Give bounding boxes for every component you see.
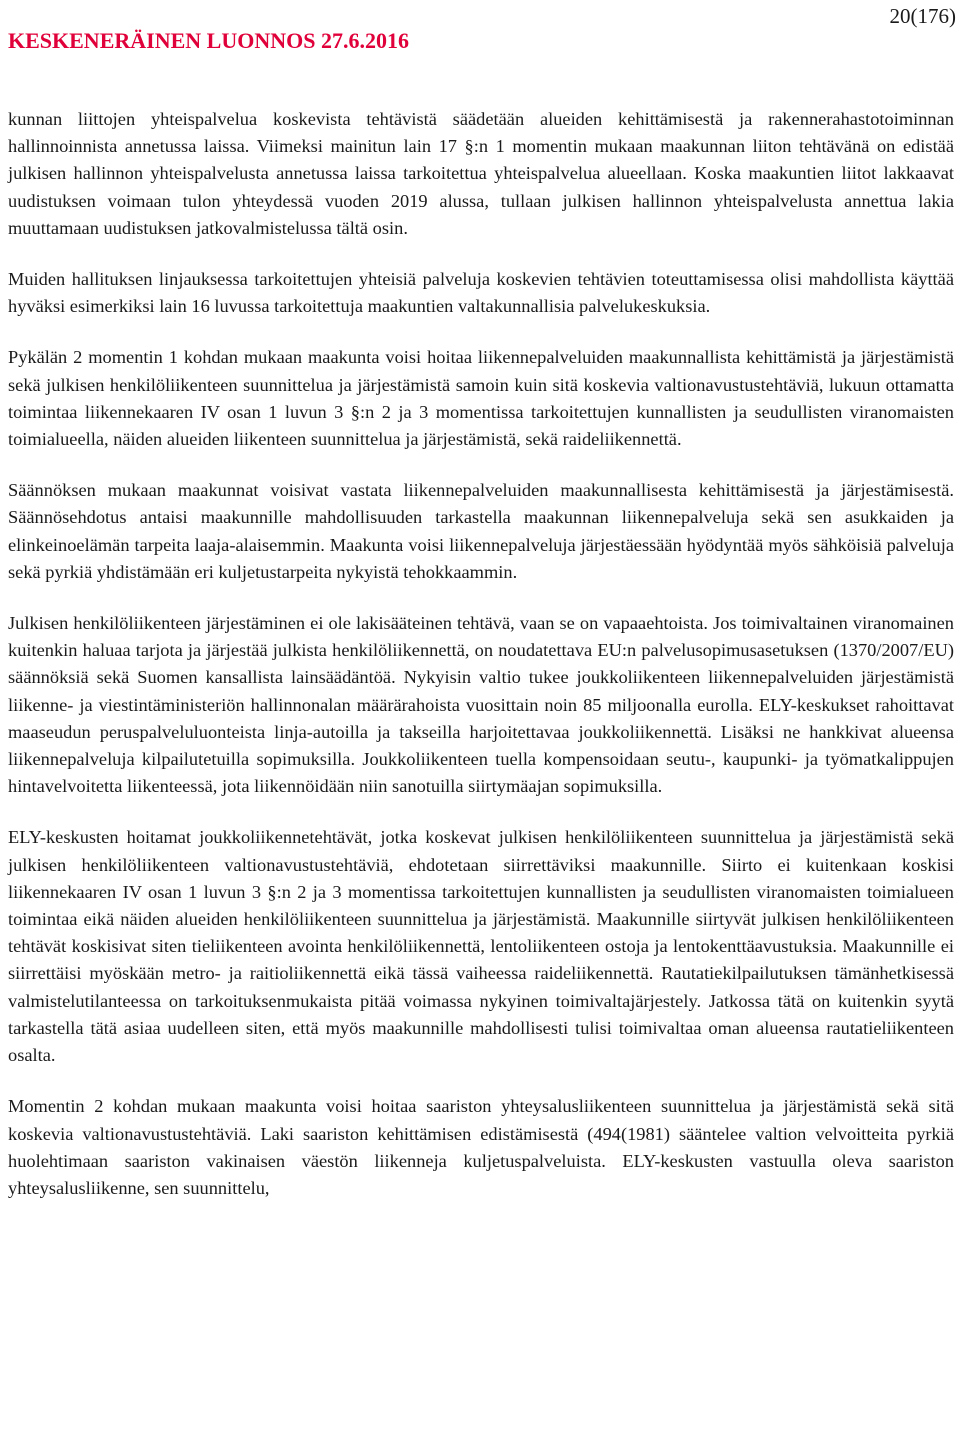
page-header — [0, 0, 960, 70]
paragraph: kunnan liittojen yhteispalvelua koskevista tehtävistä säädetään alueiden kehittämisestä ja rakennerahastotoiminnan hallinnoinnista annetussa laissa. Viimeksi mainitun lain 17 §:n 1 momentin mukaan maakunnan liiton tehtävänä on edistää julkisen hallinnon yhteispalvelusta annetussa laissa tarkoitettua yhteispalvelua alueellaan. Koska maakuntien liitot lakkaavat uudistuksen voimaan tulon yhteydessä vuoden 2019 alussa, tullaan julkisen hallinnon yhteispalvelusta annettua lakia muuttamaan uudistuksen jatkovalmistelussa tältä osin. — [8, 109, 954, 238]
draft-watermark-label: KESKENERÄINEN LUONNOS 27.6.2016 — [8, 28, 409, 53]
document-body — [8, 106, 954, 1202]
paragraph: Säännöksen mukaan maakunnat voisivat vastata liikennepalveluiden maakunnallisesta kehittämisestä ja järjestämisestä. Säännösehdotus antaisi maakunnille mahdollisuuden tarkastella maakunnan liikennepalveluja sekä sen asukkaiden ja elinkeinoelämän tarpeita laaja-alaisemmin. Maakunta voisi liikennepalveluja järjestäessään hyödyntää myös sähköisiä palveluja sekä pyrkiä yhdistämään eri kuljetustarpeita nykyistä tehokkaammin. — [8, 480, 954, 582]
paragraph: Julkisen henkilöliikenteen järjestäminen ei ole lakisääteinen tehtävä, vaan se on vapaaehtoista. Jos toimivaltainen viranomainen kuitenkin haluaa tarjota ja järjestää julkista henkilöliikennettä, on noudatettava EU:n palvelusopimusasetuksen (1370/2007/EU) säännöksiä sekä Suomen kansallista lainsäädäntöä. Nykyisin valtio tukee joukkoliikenteen liikennepalveluiden järjestämistä liikenne- ja viestintäministeriön hallinnonalan määrärahoista vuosittain noin 85 miljoonalla eurolla. ELY-keskukset rahoittavat maaseudun peruspalveluluonteista linja-autoilla ja takseilla harjoitettavaa joukkoliikennettä. Lisäksi ne hankkivat alueensa liikennepalveluja kilpailutetuilla sopimuksilla. Joukkoliikenteen tuella kompensoidaan seutu-, kaupunki- ja työmatkalippujen hintavelvoitetta liikenteessä, jota liikennöidään niin sanotuilla siirtymäajan sopimuksilla. — [8, 613, 954, 797]
paragraph: Momentin 2 kohdan mukaan maakunta voisi hoitaa saariston yhteysalusliikenteen suunnittelua ja järjestämistä sekä sitä koskevia valtionavustustehtäviä. Laki saariston kehittämisen edistämisestä (494(1981) sääntelee valtion velvoitteita pyrkiä huolehtimaan saariston vakinaisen väestön liikenneja kuljetuspalveluista. ELY-keskusten vastuulla oleva saariston yhteysalusliikenne, sen suunnittelu, — [8, 1096, 954, 1198]
page-number: 20(176) — [889, 4, 956, 28]
paragraph: Pykälän 2 momentin 1 kohdan mukaan maakunta voisi hoitaa liikennepalveluiden maakunnallista kehittämistä ja järjestämistä sekä julkisen henkilöliikenteen suunnittelua ja järjestämistä samoin kuin sitä koskevia valtionavustustehtäviä, lukuun ottamatta toimintaa liikennekaaren IV osan 1 luvun 3 §:n 2 ja 3 momentissa tarkoitettujen kunnallisten ja seudullisten viranomaisten toimialueella, näiden alueiden liikenteen suunnittelua ja järjestämistä, sekä raideliikennettä. — [8, 347, 954, 450]
paragraph: Muiden hallituksen linjauksessa tarkoitettujen yhteisiä palveluja koskevien tehtävien toteuttamisessa olisi mahdollista käyttää hyväksi esimerkiksi lain 16 luvussa tarkoitettuja maakuntien valtakunnallisia palvelukeskuksia. — [8, 269, 954, 317]
paragraph: ELY-keskusten hoitamat joukkoliikennetehtävät, jotka koskevat julkisen henkilöliikenteen suunnittelua ja järjestämistä sekä julkisen henkilöliikenteen valtionavustustehtäviä, ehdotetaan siirrettäviksi maakunnille. Siirto ei kuitenkaan koskisi liikennekaaren IV osan 1 luvun 3 §:n 2 ja 3 momentissa tarkoitettujen kunnallisten ja seudullisten viranomaisten toimialueen toimintaa eikä näiden alueiden henkilöliikenteen suunnittelua ja järjestämistä. Maakunnille siirtyvät julkisen henkilöliikenteen tehtävät koskisivat siten tieliikenteen avointa henkilöliikennettä, lentoliikenteen ostoja ja lentokenttäavustuksia. Maakunnille ei siirrettäisi myöskään metro- ja raitioliikennettä eikä tässä vaiheessa raideliikennettä. Rautatiekilpailutuksen tämänhetkisessä valmistelutilanteessa on tarkoituksenmukaista pitää voimassa nykyinen toimivaltajärjestely. Jatkossa tätä on kuitenkin syytä tarkastella tätä asiaa uudelleen siten, että myös maakunnille mahdollisesti tulisi toimivaltaa oman alueensa rautatieliikenteen osalta. — [8, 827, 954, 1066]
